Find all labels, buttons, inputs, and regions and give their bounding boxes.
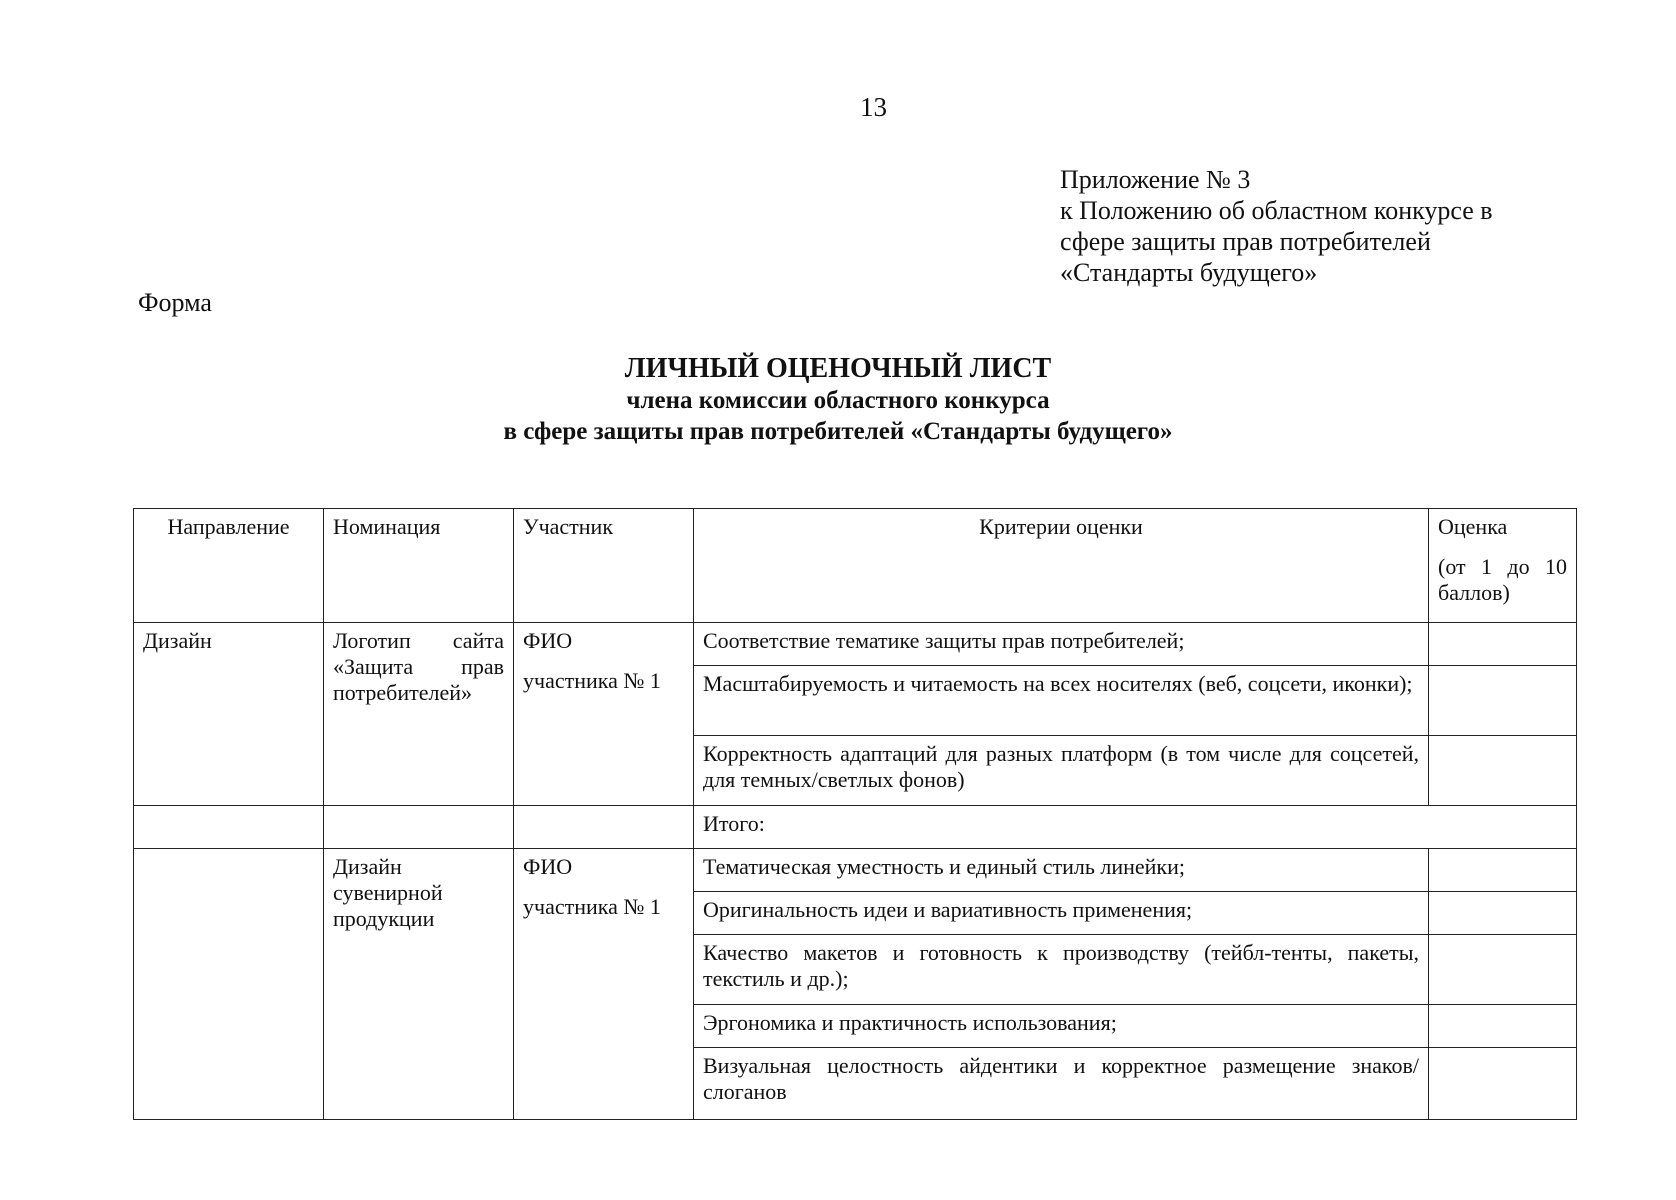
criterion-cell: Качество макетов и готовность к производству (тейбл-тенты, пакеты, текстиль и др.); bbox=[694, 935, 1429, 1005]
cell-nomination: Дизайн сувенирной продукции bbox=[324, 849, 514, 1120]
empty-cell bbox=[514, 806, 694, 849]
criterion-cell: Тематическая уместность и единый стиль линейки; bbox=[694, 849, 1429, 892]
title-subtitle-2: в сфере защиты прав потребителей «Стандарты будущего» bbox=[503, 418, 1173, 445]
table-row bbox=[134, 623, 1577, 666]
appendix-block bbox=[1060, 164, 1493, 288]
criterion-cell: Визуальная целостность айдентики и корректное размещение знаков/слоганов bbox=[694, 1048, 1429, 1120]
criterion-cell: Эргономика и практичность использования; bbox=[694, 1005, 1429, 1048]
total-row bbox=[134, 806, 1577, 849]
criterion-cell: Оригинальность идеи и вариативность применения; bbox=[694, 892, 1429, 935]
cell-nomination: Логотип сайта «Защита прав потребителей» bbox=[324, 623, 514, 806]
participant-number: участника № 1 bbox=[523, 894, 661, 919]
score-cell[interactable] bbox=[1429, 892, 1577, 935]
score-cell[interactable] bbox=[1429, 849, 1577, 892]
header-criteria: Критерии оценки bbox=[694, 509, 1429, 623]
form-label: Форма bbox=[138, 288, 212, 317]
empty-cell bbox=[134, 806, 324, 849]
header-direction: Направление bbox=[134, 509, 324, 623]
criterion-cell: Масштабируемость и читаемость на всех носителях (веб, соцсети, иконки); bbox=[694, 666, 1429, 736]
participant-fio: ФИО bbox=[523, 854, 573, 879]
participant-fio: ФИО bbox=[523, 628, 573, 653]
appendix-line-1: Приложение № 3 bbox=[1060, 165, 1251, 194]
appendix-line-2: к Положению об областном конкурсе в bbox=[1060, 196, 1493, 225]
cell-direction bbox=[134, 849, 324, 1120]
cell-direction: Дизайн bbox=[134, 623, 324, 806]
header-score bbox=[1429, 509, 1577, 623]
cell-participant bbox=[514, 849, 694, 1120]
score-cell[interactable] bbox=[1429, 1005, 1577, 1048]
table-header-row bbox=[134, 509, 1577, 623]
header-score-label: Оценка bbox=[1438, 514, 1508, 539]
title-main: ЛИЧНЫЙ ОЦЕНОЧНЫЙ ЛИСТ bbox=[624, 353, 1052, 384]
criterion-cell: Соответствие тематике защиты прав потребителей; bbox=[694, 623, 1429, 666]
appendix-line-4: «Стандарты будущего» bbox=[1060, 258, 1318, 287]
score-cell[interactable] bbox=[1429, 736, 1577, 806]
empty-cell bbox=[324, 806, 514, 849]
table-row bbox=[134, 849, 1577, 892]
criterion-cell: Корректность адаптаций для разных платформ (в том числе для соцсетей, для темных/светлых фонов) bbox=[694, 736, 1429, 806]
title-subtitle-1: члена комиссии областного конкурса bbox=[626, 387, 1050, 414]
participant-number: участника № 1 bbox=[523, 668, 661, 693]
evaluation-table bbox=[133, 508, 1577, 1120]
score-cell[interactable] bbox=[1429, 666, 1577, 736]
cell-participant bbox=[514, 623, 694, 806]
document-title bbox=[0, 352, 1676, 447]
score-cell[interactable] bbox=[1429, 935, 1577, 1005]
page-number: 13 bbox=[860, 92, 887, 122]
appendix-line-3: сфере защиты прав потребителей bbox=[1060, 227, 1431, 256]
total-label: Итого: bbox=[694, 806, 1577, 849]
score-cell[interactable] bbox=[1429, 1048, 1577, 1120]
header-participant: Участник bbox=[514, 509, 694, 623]
header-nomination: Номинация bbox=[324, 509, 514, 623]
header-score-note: (от 1 до 10 баллов) bbox=[1438, 554, 1567, 605]
score-cell[interactable] bbox=[1429, 623, 1577, 666]
